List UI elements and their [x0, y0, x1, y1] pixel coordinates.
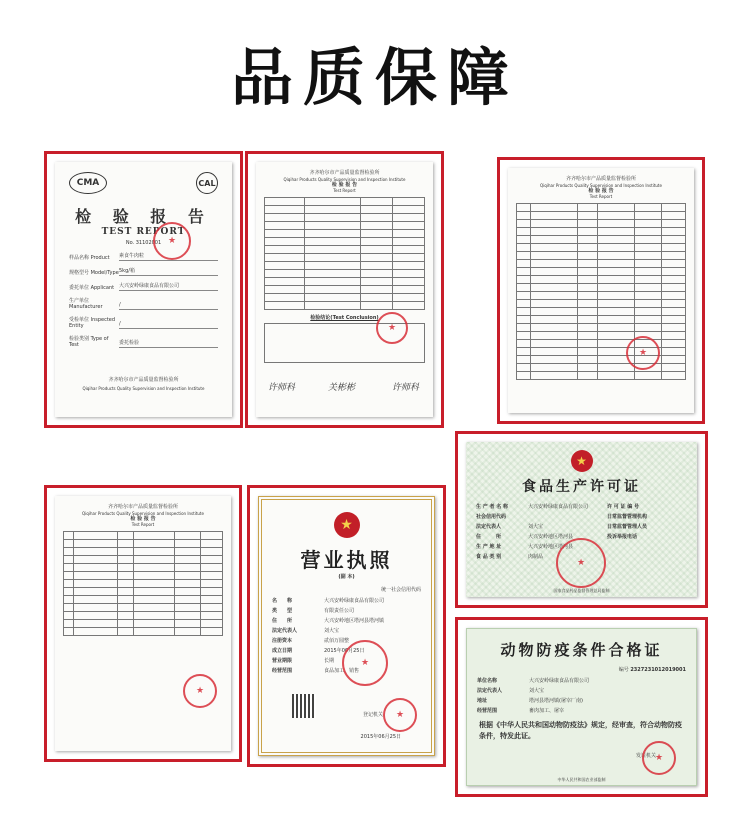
- license-field: 地址 塔河县塔河镇(屠宰厂南): [477, 698, 583, 704]
- signature: 许师科: [392, 383, 420, 393]
- report-header-en: Qiqihar Products Quality Supervision and Inspection Institute: [82, 510, 204, 516]
- certificate-frame-5: [247, 485, 446, 767]
- report-title-cn: 检 验 报 告: [75, 207, 212, 226]
- license-field: 成立日期 2015年06月25日: [272, 648, 365, 654]
- license-field: 营业期限 长期: [272, 658, 335, 664]
- report-table: [516, 203, 686, 380]
- report-field: 生产单位 Manufacturer /: [69, 297, 218, 310]
- license-field: 法定代表人 刘大宝: [477, 688, 545, 694]
- certificate-frame-4: [44, 485, 242, 762]
- license-field: 生 产 地 址 大兴安岭地区塔河县: [476, 544, 574, 550]
- license-footer: 国家食品药品监督管理总局监制: [553, 588, 610, 593]
- national-emblem: ★: [334, 512, 360, 538]
- license-field: 类 型 有限责任公司: [272, 608, 355, 614]
- license-field: 生 产 者 名 称 大兴安岭绿康食品有限公司: [476, 504, 589, 510]
- food-production-license: [466, 442, 697, 597]
- license-footer: 中华人民共和国农业部监制: [557, 777, 606, 782]
- license-body-text: 根据《中华人民共和国动物防疫法》规定，经审查，符合动物防疫条件，特发此证。: [479, 721, 682, 741]
- report-number: No. 31102001: [125, 240, 162, 246]
- license-subtitle: (副 本): [338, 574, 355, 580]
- red-seal: ★: [376, 312, 408, 344]
- license-field: 住 所 大兴安岭地区塔河县塔河镇: [272, 618, 385, 624]
- registration-authority: 登记机关: [362, 712, 383, 718]
- right-label: 许 可 证 编 号: [607, 504, 639, 510]
- license-title: 食品生产许可证: [522, 479, 641, 495]
- certificate-frame-7: [455, 617, 708, 797]
- license-date: 2015年06月25日: [360, 734, 401, 740]
- institute-name-cn: 齐齐哈尔市产品质量监督检验所: [108, 377, 179, 383]
- business-license: [258, 496, 435, 756]
- certificate-frame-6: [455, 431, 708, 608]
- report-title-en: Test Report: [131, 522, 155, 528]
- national-emblem: ★: [571, 450, 593, 472]
- report-field: 受检单位 Inspected Entity /: [69, 316, 218, 329]
- qr-code: [292, 694, 316, 718]
- report-title-en: Test Report: [333, 188, 356, 194]
- license-field: 注册资本 贰佰万圆整: [272, 638, 350, 644]
- license-field: 经营范围 食品加工、销售: [272, 668, 360, 674]
- license-field: 经营范围 畜肉加工、屠宰: [477, 708, 565, 714]
- report-header-cn: 齐齐哈尔市产品质量监督检验所: [565, 176, 636, 182]
- institute-name-en: Qiqihar Products Quality Supervision and Inspection Institute: [82, 386, 205, 391]
- animal-epidemic-license: [466, 628, 697, 786]
- right-label: 日常监督管理人员: [607, 524, 648, 530]
- cal-logo: CAL: [196, 172, 218, 194]
- report-field: 规格型号 Model/Type 5kg/箱: [69, 267, 218, 276]
- certificate-frame-1: [44, 151, 243, 428]
- license-title: 动物防疫条件合格证: [500, 641, 663, 659]
- page-title: 品质保障: [230, 41, 519, 114]
- report-table: [63, 531, 223, 636]
- report-title-en: TEST REPORT: [101, 227, 186, 237]
- certificate-frame-2: [245, 151, 444, 428]
- red-seal: ★: [342, 640, 388, 686]
- license-field: 住 所 大兴安岭地区塔河县: [476, 534, 574, 540]
- red-seal: ★: [183, 674, 217, 708]
- red-seal: ★: [626, 336, 660, 370]
- license-field: 法定代表人 刘大宝: [476, 524, 544, 530]
- report-fields: [55, 252, 232, 348]
- report-field: 样品名称 Product 素食牛肉粒: [69, 252, 218, 261]
- report-title-cn: 检 验 报 告: [331, 181, 358, 188]
- report-field: 委托单位 Applicant 大兴安岭绿康食品有限公司: [69, 282, 218, 291]
- license-right-fields: [607, 500, 697, 560]
- red-seal: ★: [642, 741, 676, 775]
- license-field: 法定代表人 刘大宝: [272, 628, 340, 634]
- report-header-cn: 齐齐哈尔市产品质量监督检验所: [107, 504, 178, 510]
- conclusion-label: 检验结论(Test Conclusion): [310, 315, 379, 322]
- license-field: 单位名称 大兴安岭绿康食品有限公司: [477, 678, 590, 684]
- license-fields: [467, 677, 696, 714]
- cma-logo: CMA: [69, 172, 107, 194]
- report-field: 检验类别 Type of Test 委托检验: [69, 335, 218, 348]
- signature: 关彬彬: [328, 383, 356, 393]
- license-field: 名 称 大兴安岭绿康食品有限公司: [272, 598, 385, 604]
- red-seal: ★: [383, 698, 417, 732]
- license-field: 社会信用代码: [476, 514, 507, 520]
- signature: 许师科: [268, 383, 296, 393]
- test-report-page-3: [508, 168, 694, 413]
- certificate-frame-3: [497, 157, 705, 424]
- test-report-page-4: [55, 496, 231, 751]
- right-label: 日常监督管理机构: [607, 514, 648, 520]
- report-title-cn: 检 验 报 告: [130, 515, 156, 522]
- test-report-page-2: [256, 162, 433, 417]
- report-title-cn: 检 验 报 告: [588, 187, 614, 194]
- license-number: 编号 2327231012019001: [618, 667, 686, 673]
- report-title-en: Test Report: [589, 194, 613, 200]
- credit-code-label: 统一社会信用代码: [380, 587, 421, 593]
- red-seal: ★: [556, 538, 606, 588]
- red-seal: ★: [153, 222, 191, 260]
- license-title: 营业执照: [300, 548, 393, 572]
- license-field: 食 品 类 别 肉制品: [476, 554, 544, 560]
- report-header-en: Qiqihar Products Quality Supervision and Inspection Institute: [283, 176, 406, 182]
- report-header-cn: 齐齐哈尔市产品质量监督检验所: [309, 170, 380, 176]
- right-label: 投诉举报电话: [607, 534, 638, 540]
- report-header-en: Qiqihar Products Quality Supervision and Inspection Institute: [540, 182, 662, 188]
- test-report-cover: [55, 162, 232, 417]
- issuing-authority: 发证机关: [635, 753, 656, 759]
